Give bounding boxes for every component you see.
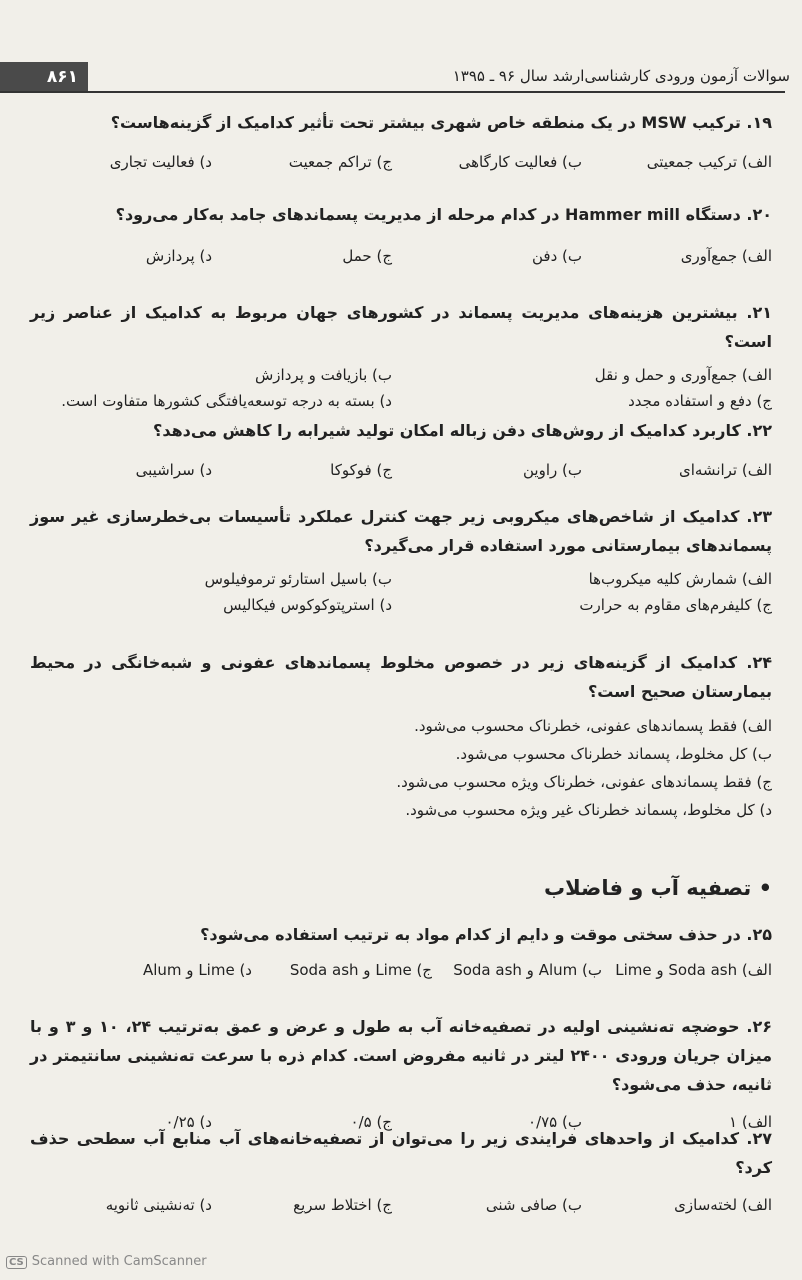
option-b: ب) بازیافت و پردازش — [254, 366, 392, 384]
option-c: ج) فوکوکا — [330, 461, 392, 479]
question-19 — [30, 108, 772, 177]
option-b: ب) صافی شنی — [485, 1196, 582, 1214]
question-24 — [30, 648, 772, 824]
option-c: ج) ۰/۵ — [350, 1113, 392, 1131]
question-20 — [30, 200, 772, 271]
option-b: ب) دفن — [531, 247, 582, 265]
option-b: ب) کل مخلوط، پسماند خطرناک محسوب می‌شود. — [455, 745, 772, 763]
camscanner-logo-icon: CS — [6, 1256, 27, 1269]
option-d: د) سراشیبی — [135, 461, 212, 479]
question-text: ۲۲. کاربرد کدامیک از روش‌های دفن زباله امکان تولید شیرابه را کاهش می‌دهد؟ — [153, 421, 772, 440]
option-b: ب) راوین — [523, 461, 582, 479]
option-a: الف) فقط پسماندهای عفونی، خطرناک محسوب می‌شود. — [414, 717, 772, 735]
question-text: ۲۱. بیشترین هزینه‌های مدیریت پسماند در کشورهای جهان مربوط به کدامیک از عناصر زیر است؟ — [30, 303, 772, 351]
option-d: د) ۰/۲۵ — [165, 1113, 212, 1131]
section-title: • تصفیه آب و فاضلاب — [544, 876, 772, 900]
option-a: الف) جمع‌آوری و حمل و نقل — [594, 366, 772, 384]
option-a: الف) ۱ — [729, 1113, 772, 1131]
option-c: ج) کلیفرم‌های مقاوم به حرارت — [579, 596, 772, 614]
option-a: الف) Soda ash و Lime — [615, 961, 772, 979]
option-a: الف) شمارش کلیه میکروب‌ها — [588, 570, 772, 588]
option-d: د) بسته به درجه توسعه‌یافتگی کشورها متفاوت است. — [61, 392, 392, 410]
option-c: ج) حمل — [342, 247, 392, 265]
question-text: ۱۹. ترکیب MSW در یک منطقه خاص شهری بیشتر تحت تأثیر کدامیک از گزینه‌هاست؟ — [110, 113, 772, 132]
option-d: د) ته‌نشینی ثانویه — [105, 1196, 212, 1214]
question-26 — [30, 1012, 772, 1137]
question-text: ۲۳. کدامیک از شاخص‌های میکروبی زیر جهت کنترل عملکرد تأسیسات بی‌خطرسازی غیر سوز پسماندهای بیمارستانی مورد استفاده قرار می‌گیرد؟ — [30, 507, 772, 555]
header-divider — [0, 91, 785, 93]
option-b: ب) فعالیت کارگاهی — [458, 153, 582, 171]
page-header-title: سوالات آزمون ورودی کارشناسی‌ارشد سال ۹۶ ـ ۱۳۹۵ — [452, 67, 790, 85]
option-a: الف) لخته‌سازی — [674, 1196, 772, 1214]
watermark-text: Scanned with CamScanner — [31, 1254, 207, 1269]
question-25 — [30, 920, 772, 985]
question-text: ۲۵. در حذف سختی موقت و دایم از کدام مواد به ترتیب استفاده می‌شود؟ — [200, 925, 772, 944]
option-d: د) استرپتوکوکوس فیکالیس — [223, 596, 392, 614]
question-23 — [30, 502, 772, 618]
question-27 — [30, 1124, 772, 1220]
option-a: الف) جمع‌آوری — [680, 247, 772, 265]
page-number: ۸۶۱ — [0, 62, 88, 92]
option-c: ج) دفع و استفاده مجدد — [628, 392, 772, 410]
option-a: الف) ترکیب جمعیتی — [646, 153, 772, 171]
option-b: ب) باسیل استارئو ترموفیلوس — [204, 570, 392, 588]
question-21 — [30, 298, 772, 414]
option-c: ج) تراکم جمعیت — [288, 153, 392, 171]
option-d: د) Lime و Alum — [142, 961, 252, 979]
option-c: ج) Lime و Soda ash — [289, 961, 432, 979]
option-d: د) پردازش — [145, 247, 212, 265]
option-d: د) کل مخلوط، پسماند خطرناک غیر ویژه محسوب می‌شود. — [405, 801, 772, 819]
option-c: ج) فقط پسماندهای عفونی، خطرناک ویژه محسوب می‌شود. — [396, 773, 772, 791]
question-text: ۲۶. حوضچه ته‌نشینی اولیه در تصفیه‌خانه آب به طول و عرض و عمق به‌ترتیب ۲۴، ۱۰ و ۳ و با میزان جریان ورودی ۲۴۰۰ لیتر در ثانیه مفروض است. کدام ذره با سرعت ته‌نشینی سانتیمتر در ثانیه، حذف می‌شود؟ — [30, 1017, 773, 1094]
option-b: ب) ۰/۷۵ — [528, 1113, 582, 1131]
scanner-watermark — [6, 1254, 207, 1269]
question-text: ۲۷. کدامیک از واحدهای فرایندی زیر را می‌توان از تصفیه‌خانه‌های آب منابع آب سطحی حذف کرد؟ — [30, 1129, 772, 1177]
option-c: ج) اختلاط سریع — [293, 1196, 392, 1214]
question-text: ۲۴. کدامیک از گزینه‌های زیر در خصوص مخلوط پسماندهای عفونی و شبه‌خانگی در محیط بیمارستان صحیح است؟ — [30, 653, 772, 701]
option-a: الف) ترانشه‌ای — [678, 461, 772, 479]
question-22 — [30, 416, 772, 485]
question-text: ۲۰. دستگاه Hammer mill در کدام مرحله از مدیریت پسماندهای جامد به‌کار می‌رود؟ — [115, 205, 772, 224]
option-d: د) فعالیت تجاری — [109, 153, 212, 171]
option-b: ب) Alum و Soda ash — [453, 961, 602, 979]
